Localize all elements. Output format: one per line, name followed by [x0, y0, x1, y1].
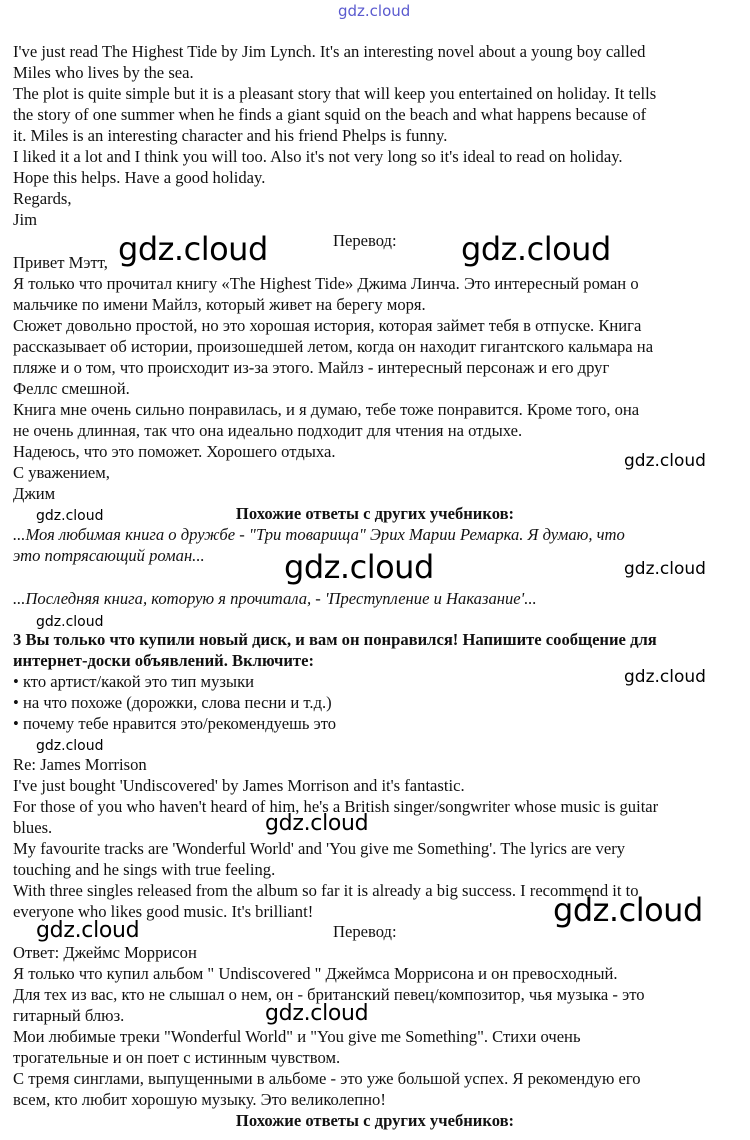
similar-answers-heading: Похожие ответы с других учебников:: [235, 504, 515, 523]
translation-label: Перевод:: [333, 922, 397, 941]
reply-ru-line: всем, кто любит хорошую музыку. Это великолепно!: [13, 1090, 386, 1109]
letter-en-line: Jim: [13, 210, 37, 229]
letter-ru-line: Сюжет довольно простой, но это хорошая история, которая займет тебя в отпуске. Книга: [13, 316, 642, 335]
watermark: gdz.cloud: [36, 508, 104, 524]
letter-ru-line: мальчике по имени Майлз, который живет на берегу моря.: [13, 295, 426, 314]
letter-ru-line: Привет Мэтт,: [13, 253, 108, 272]
task-line: интернет-доски объявлений. Включите:: [13, 651, 314, 670]
letter-en-line: The plot is quite simple but it is a pleasant story that will keep you entertained on holiday. It tells: [13, 84, 657, 103]
letter-ru-line: Я только что прочитал книгу «The Highest Tide» Джима Линча. Это интересный роман о: [13, 274, 639, 293]
letter-ru-line: пляже и о том, что происходит из-за этого. Майлз - интересный персонаж и его друг: [13, 358, 610, 377]
watermark: gdz.cloud: [36, 738, 104, 754]
reply-en-line: everyone who likes good music. It's brilliant!: [13, 902, 314, 921]
reply-ru-line: Мои любимые треки "Wonderful World" и "You give me Something". Стихи очень: [13, 1027, 581, 1046]
reply-en-line: For those of you who haven't heard of him, he's a British singer/songwriter whose music is guitar: [13, 797, 659, 816]
letter-en-line: I've just read The Highest Tide by Jim Lynch. It's an interesting novel about a young boy called: [13, 42, 646, 61]
reply-en-line: Re: James Morrison: [13, 755, 147, 774]
similar-answer-line: ...Последняя книга, которую я прочитала, - 'Преступление и Наказание'...: [13, 589, 537, 608]
letter-en-line: it. Miles is an interesting character and his friend Phelps is funny.: [13, 126, 448, 145]
letter-ru-line: Феллс смешной.: [13, 379, 130, 398]
reply-en-line: touching and he sings with true feeling.: [13, 860, 276, 879]
reply-ru-line: Я только что купил альбом " Undiscovered " Джеймса Моррисона и он превосходный.: [13, 964, 618, 983]
letter-ru-line: рассказывает об истории, произошедшей летом, когда он находит гигантского кальмара на: [13, 337, 654, 356]
letter-en-line: I liked it a lot and I think you will too. Also it's not very long so it's ideal to read on holiday.: [13, 147, 623, 166]
watermark: gdz.cloud: [118, 230, 268, 268]
letter-en-line: the story of one summer when he finds a giant squid on the beach and what happens because of: [13, 105, 647, 124]
similar-answers-heading: Похожие ответы с других учебников:: [235, 1111, 515, 1130]
letter-en-line: Regards,: [13, 189, 72, 208]
bullet-item: • на что похоже (дорожки, слова песни и т.д.): [13, 693, 332, 712]
bullet-item: • кто артист/какой это тип музыки: [13, 672, 255, 691]
similar-answer-line: это потрясающий роман...: [13, 546, 205, 565]
watermark: gdz.cloud: [461, 230, 611, 268]
watermark: gdz.cloud: [265, 811, 369, 836]
reply-ru-line: трогательные и он поет с истинным чувством.: [13, 1048, 341, 1067]
task-line: 3 Вы только что купили новый диск, и вам он понравился! Напишите сообщение для: [13, 630, 657, 649]
watermark: gdz.cloud: [553, 891, 703, 929]
similar-answer-line: ...Моя любимая книга о дружбе - "Три товарища" Эрих Марии Ремарка. Я думаю, что: [13, 525, 625, 544]
watermark: gdz.cloud: [284, 548, 434, 586]
reply-ru-line: Для тех из вас, кто не слышал о нем, он - британский певец/композитор, чья музыка - это: [13, 985, 645, 1004]
reply-en-line: My favourite tracks are 'Wonderful World' and 'You give me Something'. The lyrics are very: [13, 839, 626, 858]
watermark: gdz.cloud: [624, 451, 706, 471]
reply-ru-line: С тремя синглами, выпущенными в альбоме - это уже большой успех. Я рекомендую его: [13, 1069, 641, 1088]
watermark: gdz.cloud: [265, 1001, 369, 1026]
reply-ru-line: гитарный блюз.: [13, 1006, 125, 1025]
letter-ru-line: не очень длинная, так что она идеально подходит для чтения на отдыхе.: [13, 421, 523, 440]
reply-ru-line: Ответ: Джеймс Моррисон: [13, 943, 197, 962]
watermark: gdz.cloud: [338, 2, 411, 20]
watermark: gdz.cloud: [624, 667, 706, 687]
bullet-item: • почему тебе нравится это/рекомендуешь это: [13, 714, 337, 733]
watermark: gdz.cloud: [624, 559, 706, 579]
reply-en-line: With three singles released from the album so far it is already a big success. I recommend it to: [13, 881, 639, 900]
reply-en-line: I've just bought 'Undiscovered' by James Morrison and it's fantastic.: [13, 776, 465, 795]
watermark: gdz.cloud: [36, 918, 140, 943]
letter-en-line: Hope this helps. Have a good holiday.: [13, 168, 266, 187]
watermark: gdz.cloud: [36, 614, 104, 630]
letter-en-line: Miles who lives by the sea.: [13, 63, 194, 82]
letter-ru-line: Книга мне очень сильно понравилась, и я думаю, тебе тоже понравится. Кроме того, она: [13, 400, 640, 419]
reply-en-line: blues.: [13, 818, 53, 837]
translation-label: Перевод:: [333, 231, 397, 250]
letter-ru-line: Джим: [13, 484, 56, 503]
letter-ru-line: С уважением,: [13, 463, 110, 482]
letter-ru-line: Надеюсь, что это поможет. Хорошего отдыха.: [13, 442, 336, 461]
